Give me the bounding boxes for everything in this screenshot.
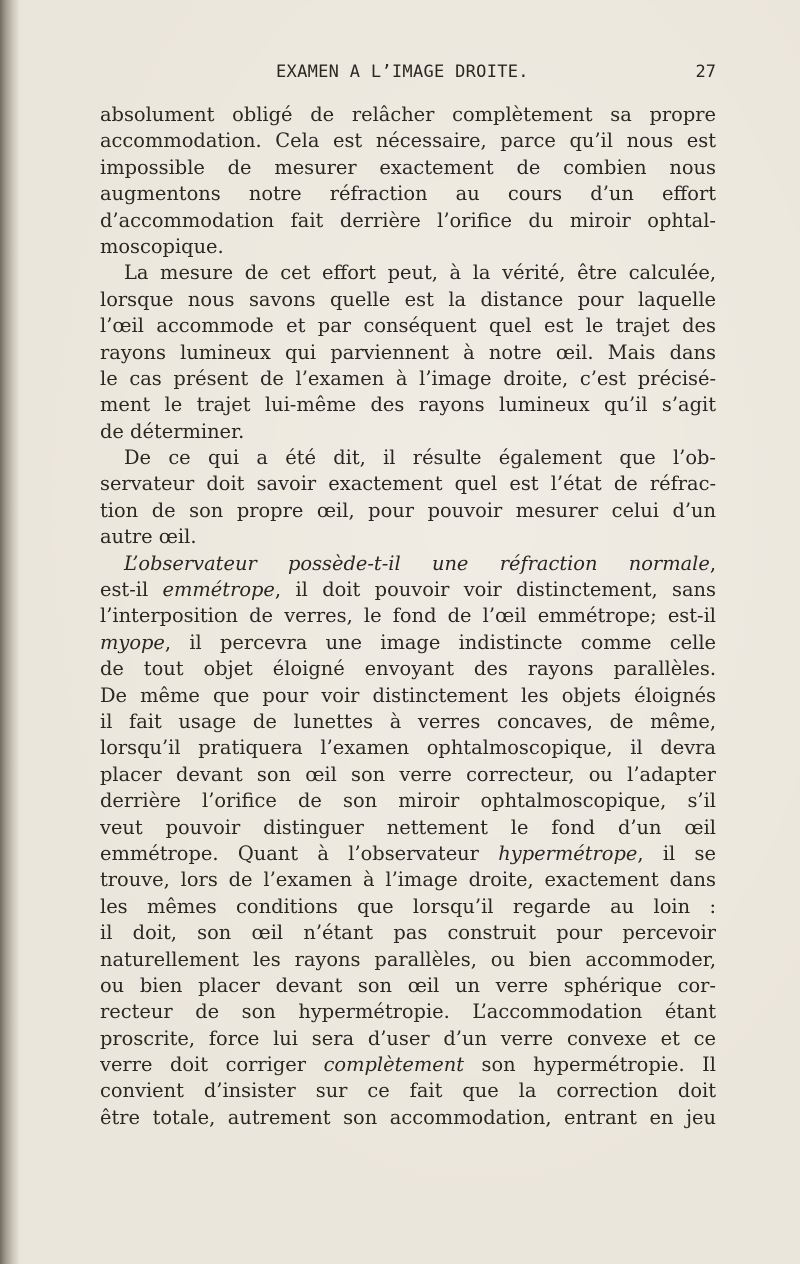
text-line	[100, 1105, 716, 1131]
page-number: 27	[695, 62, 716, 82]
body-text	[100, 102, 716, 1131]
italic-text-segment: complètement	[323, 1053, 464, 1077]
text-segment: ou bien placer devant son œil un verre sphérique cor-	[100, 973, 716, 997]
text-segment: accommodation. Cela est nécessaire, parce qu’il nous est	[100, 129, 716, 153]
text-segment: moscopique.	[100, 234, 224, 258]
text-segment: de déterminer.	[100, 419, 245, 443]
text-segment: placer devant son œil son verre correcteur, ou l’adapter	[100, 762, 716, 786]
text-line	[100, 1026, 716, 1052]
text-segment: veut pouvoir distinguer nettement le fond d’un œil	[100, 815, 716, 839]
text-line	[100, 340, 716, 366]
text-line	[100, 999, 716, 1025]
text-segment: convient d’insister sur ce fait que la correction doit	[100, 1079, 716, 1103]
italic-text-segment: hypermétrope	[498, 841, 638, 865]
text-line	[100, 234, 716, 260]
text-segment: augmentons notre réfraction au cours d’un effort	[100, 182, 716, 206]
text-segment: proscrite, force lui sera d’user d’un verre convexe et ce	[100, 1026, 716, 1050]
text-line	[100, 445, 716, 471]
text-segment: naturellement les rayons parallèles, ou bien accommoder,	[100, 947, 716, 971]
text-segment: son hypermétropie. Il	[463, 1053, 716, 1077]
text-line	[100, 709, 716, 735]
text-segment: être totale, autrement son accommodation, entrant en jeu	[100, 1105, 716, 1129]
text-line	[100, 656, 716, 682]
text-segment: tion de son propre œil, pour pouvoir mesurer celui d’un	[100, 498, 716, 522]
page-header	[100, 62, 716, 86]
text-segment: , il percevra une image indistincte comme celle	[164, 630, 716, 654]
text-segment: servateur doit savoir exactement quel est l’état de réfrac-	[100, 472, 716, 496]
text-line	[100, 498, 716, 524]
text-segment: De même que pour voir distinctement les objets éloignés	[100, 683, 716, 707]
text-line	[100, 815, 716, 841]
text-line	[100, 181, 716, 207]
text-segment: ,	[709, 551, 716, 575]
text-line	[100, 920, 716, 946]
text-line	[100, 788, 716, 814]
text-line	[100, 155, 716, 181]
text-segment: rayons lumineux qui parviennent à notre œil. Mais dans	[100, 340, 716, 364]
text-line	[100, 947, 716, 973]
text-line	[100, 867, 716, 893]
text-segment: il fait usage de lunettes à verres concaves, de même,	[100, 709, 716, 733]
text-line	[100, 551, 716, 577]
text-segment: l’interposition de verres, le fond de l’œil emmétrope; est-il	[100, 604, 716, 628]
text-line	[100, 1078, 716, 1104]
text-segment: derrière l’orifice de son miroir ophtalmoscopique, s’il	[100, 789, 716, 813]
text-line	[100, 128, 716, 154]
text-segment: trouve, lors de l’examen à l’image droite, exactement dans	[100, 868, 716, 892]
text-segment: l’œil accommode et par conséquent quel est le trajet des	[100, 314, 716, 338]
text-line	[100, 1052, 716, 1078]
text-segment: La mesure de cet effort peut, à la vérité, être calculée,	[124, 261, 716, 285]
text-segment: ment le trajet lui-même des rayons lumineux qu’il s’agit	[100, 393, 716, 417]
text-segment: absolument obligé de relâcher complètement sa propre	[100, 103, 716, 126]
text-segment: les mêmes conditions que lorsqu’il regarde au loin :	[100, 894, 716, 918]
text-line	[100, 419, 716, 445]
text-segment: lorsqu’il pratiquera l’examen ophtalmoscopique, il devra	[100, 736, 716, 760]
text-segment: il doit, son œil n’étant pas construit pour percevoir	[100, 921, 716, 945]
italic-text-segment: emmétrope	[162, 578, 275, 602]
text-line	[100, 287, 716, 313]
text-line	[100, 735, 716, 761]
text-line	[100, 577, 716, 603]
text-line	[100, 630, 716, 656]
text-line	[100, 841, 716, 867]
text-segment: lorsque nous savons quelle est la distance pour laquelle	[100, 287, 716, 311]
text-segment: d’accommodation fait derrière l’orifice du miroir ophtal-	[100, 208, 716, 232]
text-line	[100, 762, 716, 788]
text-line	[100, 102, 716, 128]
text-line	[100, 973, 716, 999]
text-segment: , il doit pouvoir voir distinctement, sans	[274, 578, 716, 602]
text-segment: est-il	[100, 578, 163, 602]
italic-text-segment: myope	[100, 630, 165, 654]
text-line	[100, 683, 716, 709]
text-line	[100, 392, 716, 418]
text-line	[100, 208, 716, 234]
text-line	[100, 524, 716, 550]
text-segment: De ce qui a été dit, il résulte également que l’ob-	[124, 446, 716, 470]
text-line	[100, 260, 716, 286]
page-binding-edge	[0, 0, 20, 1264]
text-line	[100, 471, 716, 497]
text-line	[100, 366, 716, 392]
text-segment: recteur de son hypermétropie. L’accommodation étant	[100, 1000, 716, 1024]
text-line	[100, 313, 716, 339]
text-segment: impossible de mesurer exactement de combien nous	[100, 155, 716, 179]
running-title: EXAMEN A L’IMAGE DROITE.	[276, 62, 529, 82]
text-segment: , il se	[637, 841, 716, 865]
text-line	[100, 894, 716, 920]
text-segment: emmétrope. Quant à l’observateur	[100, 841, 499, 865]
text-line	[100, 603, 716, 629]
text-segment: autre œil.	[100, 525, 197, 549]
italic-text-segment: L’observateur possède-t-il une réfraction normale	[124, 551, 710, 575]
text-segment: le cas présent de l’examen à l’image droite, c’est précisé-	[100, 366, 716, 390]
text-segment: verre doit corriger	[100, 1053, 324, 1077]
text-segment: de tout objet éloigné envoyant des rayons parallèles.	[100, 657, 716, 681]
